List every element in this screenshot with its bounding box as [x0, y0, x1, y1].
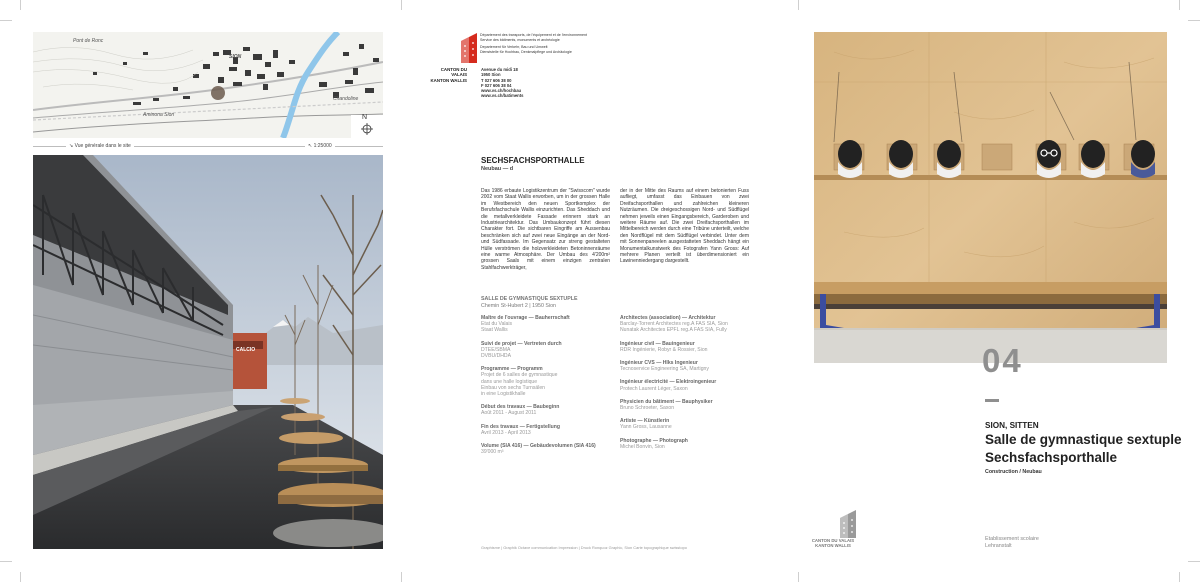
address-line: F 027 606 38 04	[481, 82, 512, 88]
crop-mark	[401, 0, 402, 10]
info-value: Bruno Schroeter, Saxon	[620, 405, 675, 412]
issue-number: 04	[982, 342, 1023, 379]
info-value: 39'000 m³	[481, 449, 504, 456]
canton-name-grey	[806, 538, 860, 549]
info-item	[481, 341, 616, 360]
department-text	[480, 33, 590, 54]
cover-title-de: Sechsfachsporthalle	[985, 450, 1118, 465]
info-item	[620, 315, 755, 334]
info-value: Etat du Valais	[481, 321, 513, 328]
info-item	[620, 438, 755, 450]
info-label: Fin des travaux — Fertigstellung	[481, 423, 560, 430]
crop-mark	[401, 572, 402, 582]
canton-name	[425, 67, 467, 83]
map-scale-text: 1:25000	[313, 143, 332, 149]
crop-mark	[20, 572, 21, 582]
construction-type: Construction / Neubau	[985, 469, 1042, 475]
info-label: Physicien du bâtiment — Bauphysiker	[620, 398, 713, 405]
info-value: Protech Laurent Léger, Saxon	[620, 385, 688, 392]
establishment-de: Lehranstalt	[985, 543, 1012, 549]
info-heading	[481, 296, 578, 309]
number-dash	[985, 399, 999, 402]
footer-credits: Graphisme | Graphik Octave communication Impression | Druck Ronquoz Graphic, Sion Carte topographique swisstopo	[481, 545, 687, 550]
crop-mark	[20, 0, 21, 10]
map-label: Pont de Ronc	[73, 38, 104, 44]
info-item	[481, 315, 616, 334]
info-value: DVBU/DHDA	[481, 353, 512, 360]
info-label: Ingénieur civil — Bauingenieur	[620, 340, 695, 347]
north-label: N	[362, 114, 368, 121]
info-value: dans une halle logistique	[481, 378, 538, 385]
map-label: Chandoline	[333, 96, 359, 102]
dept-line: Dienststelle für Hochbau, Denkmalpflege und Archäologie	[480, 49, 572, 54]
establishment-type	[985, 536, 1039, 550]
address-line: www.vs.ch/batiments	[481, 93, 524, 99]
info-column-left	[481, 315, 616, 462]
info-item	[620, 379, 755, 391]
map-label: SION	[229, 54, 242, 60]
info-value: Michel Bonvin, Sion	[620, 443, 665, 450]
info-value: Einbau von sechs Turnsälen	[481, 384, 545, 391]
article-column-2: der in der Mitte des Raums auf einem betonierten Fuss aufliegt, umfasst das Einbauen von zwei Dreifachsporthallen und zahlreichen kleineren Nutzräumen. Die dreigeschossigen Nord- und Südflügel nehmen jeweils einen Eingangsbereich, Garderoben und weitere Räume auf. Die zwei Dreifachsporthallen im Mittelbereich werden durch eine Tribüne unterteilt, welche den Nordflügel mit dem Südflügel verbindet. Unter dem mit Sonnenpaneelen ausgestatteten Sheddach hängt ein Monumentalkunstwerk des Fotografen Yann Gross: Auf mehrere Planen verteilt ist überdimensioniert ein Lawinenniedergang dargestellt.	[620, 188, 749, 265]
crop-mark	[1179, 0, 1180, 10]
site-map	[33, 32, 383, 138]
canton-de: KANTON WALLIS	[430, 77, 467, 83]
info-label: Programme — Programm	[481, 366, 543, 373]
article-title: SECHSFACHSPORTHALLE	[481, 156, 585, 165]
info-item	[481, 366, 616, 397]
info-label: Suivi de projet — Vertreten durch	[481, 340, 562, 347]
address-block	[481, 67, 523, 99]
info-value: Projet de 6 salles de gymnastique	[481, 372, 558, 379]
info-label: Maître de l'ouvrage — Bauherrschaft	[481, 315, 570, 321]
info-item	[481, 443, 616, 455]
dept-line: Département des transports, de l'équipement et de l'environnement	[480, 33, 588, 37]
dept-line: Departement für Verkehr, Bau und Umwelt	[480, 45, 548, 50]
info-label: Ingénieur CVS — Hlks Ingenieur	[620, 360, 698, 367]
info-item	[620, 418, 755, 430]
map-scale: ↖ 1:25000	[305, 143, 335, 149]
address-line: T 027 606 38 00	[481, 77, 512, 83]
address-line: www.vs.ch/hochbau	[481, 88, 522, 94]
map-graphic	[33, 32, 383, 138]
crop-mark	[0, 20, 12, 21]
article-subtitle: Neubau — d	[481, 166, 514, 172]
info-value: DTEE/SBMA	[481, 346, 511, 353]
info-item	[620, 399, 755, 411]
crop-mark	[0, 561, 12, 562]
info-value: Tecnoservice Engineering SA, Martigny	[620, 366, 709, 373]
map-caption-text: Vue générale dans le site	[74, 143, 131, 149]
info-label: Architectes (association) — Architektur	[620, 315, 716, 321]
crop-mark	[1188, 561, 1200, 562]
info-value: RDR Ingénierie, Robyr & Rossier, Sion	[620, 346, 708, 353]
info-item	[620, 341, 755, 353]
establishment-fr: Etablissement scolaire	[985, 536, 1039, 542]
info-value: Avril 2013 - April 2013	[481, 429, 531, 436]
article-column-1: Das 1986 erbaute Logistikzentrum der "Swisscom" wurde 2002 vom Staat Wallis erworben, um in der grossen Halle im Westbereich den neuen Sportkomplex der Berufsfachschule Wallis einzurichten. Das Sheddach und die metallverkleidete Fassade erinnern stark an Industriearchitektur. Das Umbaukonzept führt diesen Charakter fort. Die sichtbaren Eingriffe am Aussenbau beschränken sich auf zwei neue Eingänge an der Nord- und Südfassade. Im Gegensatz zur streng gestalteten Hülle verströmen die holzverkleideten Betoninnenräume eine warme Atmosphäre. Der Umbau des 4'200m² grossen Saals mit einem einzigen zentralen Stahlfachwerkträger,	[481, 188, 610, 271]
calcio-sign: CALCIO	[236, 347, 256, 353]
address-line: 1950 Sion	[481, 72, 501, 78]
crop-mark	[1179, 572, 1180, 582]
interior-photo	[814, 32, 1167, 363]
crop-mark	[798, 572, 799, 582]
info-value: Août 2011 - August 2011	[481, 410, 537, 417]
exterior-photo-graphic	[33, 155, 383, 549]
info-label: Volume (SIA 416) — Gebäudevolumen (SIA 416)	[481, 443, 596, 450]
info-item	[481, 404, 616, 416]
canton-valais-logo-grey	[840, 510, 856, 538]
crop-mark	[798, 0, 799, 10]
cover-title-fr: Salle de gymnastique sextuple	[985, 432, 1182, 447]
info-value: in eine Logistikhalle	[481, 391, 526, 398]
crop-mark	[1188, 20, 1200, 21]
map-caption: ↘ Vue générale dans le site	[66, 143, 134, 149]
map-label: Aminona Sion	[143, 112, 175, 118]
info-label: Début des travaux — Baubeginn	[481, 404, 560, 411]
info-item	[620, 360, 755, 372]
info-label: Photographe — Photograph	[620, 437, 688, 444]
address-line: Avenue du midi 18	[481, 67, 518, 72]
info-heading-address: Chemin St-Hubert 2 | 1950 Sion	[481, 302, 556, 309]
info-item	[481, 424, 616, 436]
info-value: Barclay-Torrent Architectes reg.A FAS SIA, Sion	[620, 321, 728, 328]
dept-line: Service des bâtiments, monuments et archéologie	[480, 37, 560, 42]
info-heading-title: SALLE DE GYMNASTIQUE SEXTUPLE	[481, 296, 578, 302]
info-label: Ingénieur électricité — Elektroingenieur	[620, 379, 717, 386]
canton-fr: CANTON DU VALAIS	[440, 67, 467, 78]
info-label: Artiste — Künstlerin	[620, 418, 670, 425]
canton-valais-logo	[461, 33, 477, 63]
info-column-right	[620, 315, 755, 457]
city-name: SION, SITTEN	[985, 421, 1039, 430]
canton-de: KANTON WALLIS	[815, 543, 851, 549]
info-value: Staat Wallis	[481, 327, 508, 334]
info-value: Yann Gross, Lausanne	[620, 424, 672, 431]
compass-icon	[361, 123, 373, 135]
exterior-photo	[33, 155, 383, 549]
canton-fr: CANTON DU VALAIS	[811, 538, 855, 543]
info-value: Nunatak Architectes EPFL reg.A FAS SIA, Fully	[620, 327, 727, 334]
interior-photo-graphic	[814, 32, 1167, 363]
